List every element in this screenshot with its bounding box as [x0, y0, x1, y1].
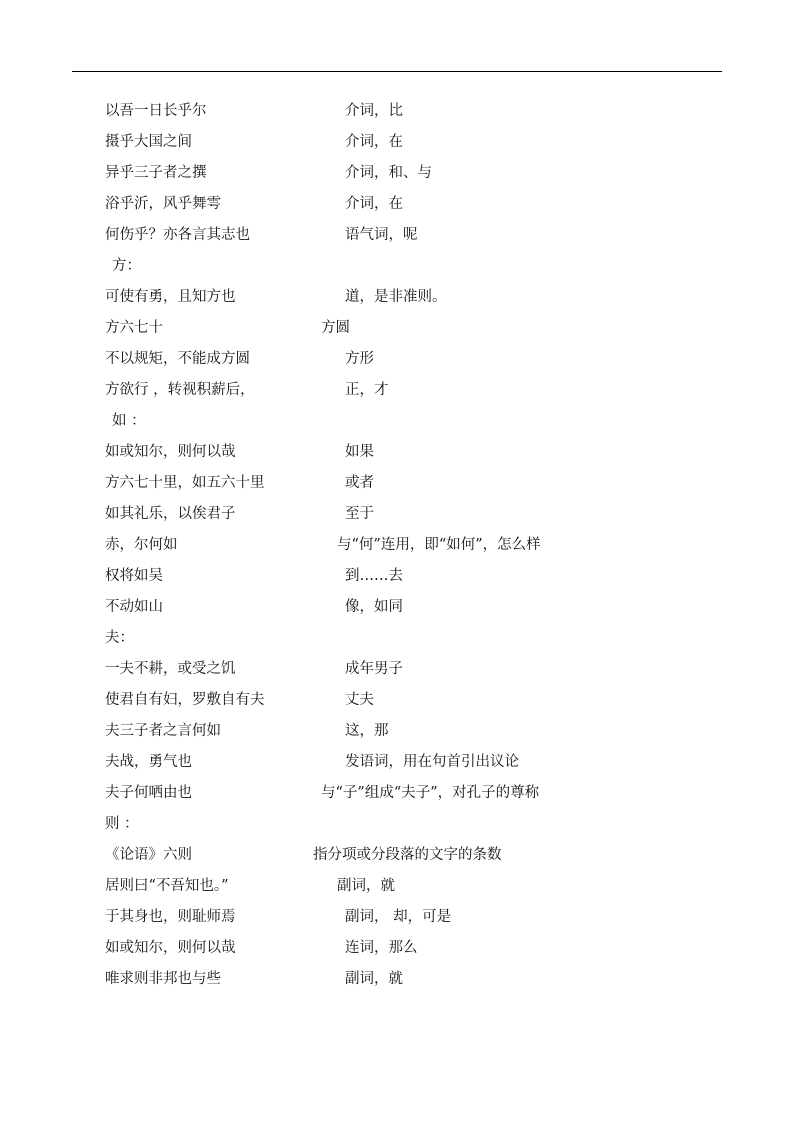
section-heading-row — [0, 814, 794, 845]
example-phrase: 赤，尔何如 — [105, 537, 178, 553]
entry-row — [0, 845, 794, 876]
example-phrase: 夫战，勇气也 — [105, 754, 192, 770]
meaning-text: 像，如同 — [345, 599, 403, 615]
entry-row — [0, 535, 794, 566]
meaning-text: 语气词，呢 — [345, 227, 418, 243]
example-phrase: 一夫不耕，或受之饥 — [105, 661, 236, 677]
example-phrase: 方六七十 — [105, 320, 163, 336]
meaning-text: 副词，就 — [337, 878, 395, 894]
example-phrase: 不以规矩，不能成方圆 — [105, 351, 250, 367]
entry-row — [0, 225, 794, 256]
example-phrase: 浴乎沂，风乎舞雩 — [105, 196, 221, 212]
meaning-text: 介词，在 — [345, 196, 403, 212]
example-phrase: 方六七十里，如五六十里 — [105, 475, 265, 491]
example-phrase: 如或知尔，则何以哉 — [105, 940, 236, 956]
entry-row — [0, 597, 794, 628]
section-heading-row — [0, 411, 794, 442]
section-heading: 如 ： — [112, 413, 146, 429]
entry-row — [0, 318, 794, 349]
meaning-text: 道，是非准则。 — [345, 289, 447, 305]
meaning-text: 连词，那么 — [345, 940, 418, 956]
example-phrase: 不动如山 — [105, 599, 163, 615]
meaning-text: 方形 — [345, 351, 374, 367]
meaning-text: 如果 — [345, 444, 374, 460]
entry-row — [0, 194, 794, 225]
meaning-text: 到……去 — [345, 568, 403, 584]
entry-row — [0, 287, 794, 318]
section-heading: 夫： — [105, 630, 134, 646]
example-phrase: 以吾一日长乎尔 — [105, 103, 207, 119]
entry-row — [0, 349, 794, 380]
example-phrase: 可使有勇，且知方也 — [105, 289, 236, 305]
entry-row — [0, 473, 794, 504]
example-phrase: 《论语》六则 — [105, 847, 192, 863]
meaning-text: 指分项或分段落的文字的条数 — [313, 847, 502, 863]
entry-row — [0, 132, 794, 163]
example-phrase: 于其身也，则耻师焉 — [105, 909, 236, 925]
meaning-text: 这，那 — [345, 723, 389, 739]
meaning-text: 至于 — [345, 506, 374, 522]
entry-row — [0, 659, 794, 690]
entry-row — [0, 380, 794, 411]
meaning-text: 成年男子 — [345, 661, 403, 677]
meaning-text: 或者 — [345, 475, 374, 491]
entry-row — [0, 721, 794, 752]
meaning-text: 介词，和、与 — [345, 165, 432, 181]
entry-row — [0, 163, 794, 194]
entry-row — [0, 969, 794, 1000]
meaning-text: 丈夫 — [345, 692, 374, 708]
meaning-text: 正，才 — [345, 382, 389, 398]
entry-row — [0, 783, 794, 814]
meaning-text: 介词，在 — [345, 134, 403, 150]
entry-row — [0, 876, 794, 907]
entry-row — [0, 442, 794, 473]
section-heading-row — [0, 256, 794, 287]
example-phrase: 使君自有妇，罗敷自有夫 — [105, 692, 265, 708]
section-heading: 则 ： — [105, 816, 139, 832]
meaning-text: 与“子”组成“夫子”，对孔子的尊称 — [321, 785, 540, 801]
section-heading-row — [0, 628, 794, 659]
meaning-text: 与“何”连用，即“如何”，怎么样 — [337, 537, 541, 553]
example-phrase: 夫子何哂由也 — [105, 785, 192, 801]
example-phrase: 摄乎大国之间 — [105, 134, 192, 150]
example-phrase: 方欲行 ，转视积薪后， — [105, 382, 255, 398]
entry-row — [0, 504, 794, 535]
entry-row — [0, 907, 794, 938]
example-phrase: 夫三子者之言何如 — [105, 723, 221, 739]
meaning-text: 副词，就 — [345, 971, 403, 987]
entry-row — [0, 566, 794, 597]
entry-row — [0, 101, 794, 132]
meaning-text: 发语词，用在句首引出议论 — [345, 754, 519, 770]
example-phrase: 居则曰“不吾知也。” — [105, 878, 229, 894]
entry-row — [0, 938, 794, 969]
example-phrase: 如或知尔，则何以哉 — [105, 444, 236, 460]
example-phrase: 何伤乎？亦各言其志也 — [105, 227, 250, 243]
example-phrase: 如其礼乐，以俟君子 — [105, 506, 236, 522]
entry-row — [0, 752, 794, 783]
example-phrase: 唯求则非邦也与些 — [105, 971, 221, 987]
meaning-text: 方圆 — [321, 320, 350, 336]
meaning-text: 副词， 却，可是 — [345, 909, 452, 925]
meaning-text: 介词，比 — [345, 103, 403, 119]
example-phrase: 权将如吴 — [105, 568, 163, 584]
entry-row — [0, 690, 794, 721]
example-phrase: 异乎三子者之撰 — [105, 165, 207, 181]
section-heading: 方： — [112, 258, 141, 274]
